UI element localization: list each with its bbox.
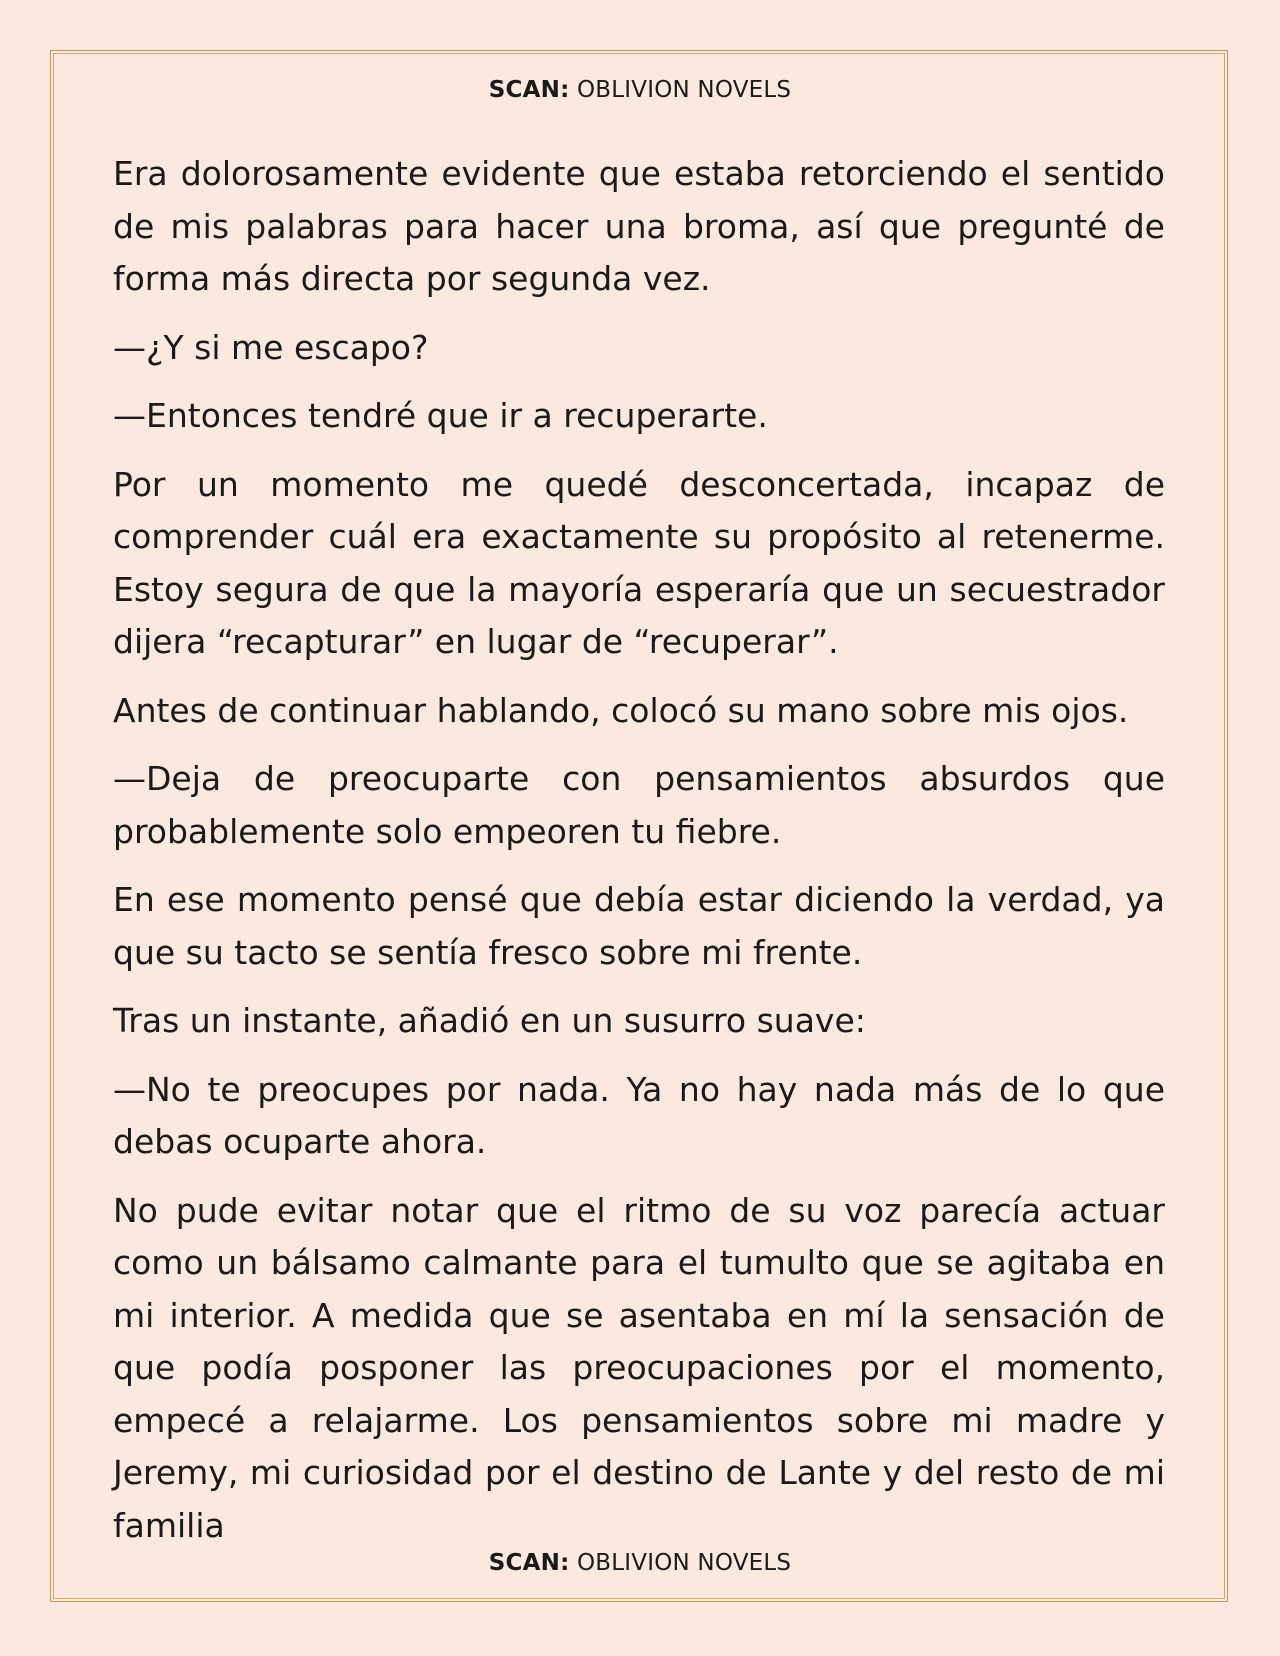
paragraph: Tras un instante, añadió en un susurro suave:	[113, 1001, 866, 1040]
paragraph: Antes de continuar hablando, colocó su mano sobre mis ojos.	[113, 690, 1129, 730]
header-scan-label: SCAN:	[488, 77, 570, 103]
footer-source: OBLIVION NOVELS	[577, 1550, 792, 1576]
header-source: OBLIVION NOVELS	[577, 77, 792, 103]
footer-scan-label: SCAN:	[488, 1550, 570, 1576]
paragraph: —Entonces tendré que ir a recuperarte.	[113, 396, 768, 435]
paragraph: —¿Y si me escapo?	[113, 327, 429, 367]
paragraph: Por un momento me quedé desconcertada, incapaz de comprender cuál era exactamente su propósito al retenerme. Estoy segura de que la mayoría esperaría que un secuestrador dijera “recapturar” en lugar de “recuperar”.	[113, 464, 1165, 661]
paragraph: En ese momento pensé que debía estar diciendo la verdad, ya que su tacto se sentía fresco sobre mi frente.	[113, 880, 1165, 972]
paragraph: —No te preocupes por nada. Ya no hay nada más de lo que debas ocuparte ahora.	[113, 1069, 1165, 1161]
paragraph: No pude evitar notar que el ritmo de su voz parecía actuar como un bálsamo calmante para el tumulto que se agitaba en mi interior. A medida que se asentaba en mí la sensación de que podía posponer las preocupaciones por el momento, empecé a relajarme. Los pensamientos sobre mi madre y Jeremy, mi curiosidad por el destino de Lante y del resto de mi familia	[113, 1190, 1165, 1545]
paragraph: —Deja de preocuparte con pensamientos absurdos que probablemente solo empeoren tu fiebre.	[113, 759, 1165, 851]
paragraph: Era dolorosamente evidente que estaba retorciendo el sentido de mis palabras para hacer una broma, así que pregunté de forma más directa por segunda vez.	[113, 154, 1165, 298]
page-body	[113, 148, 1165, 1552]
page-header	[0, 77, 1280, 103]
page-footer	[0, 1550, 1280, 1576]
